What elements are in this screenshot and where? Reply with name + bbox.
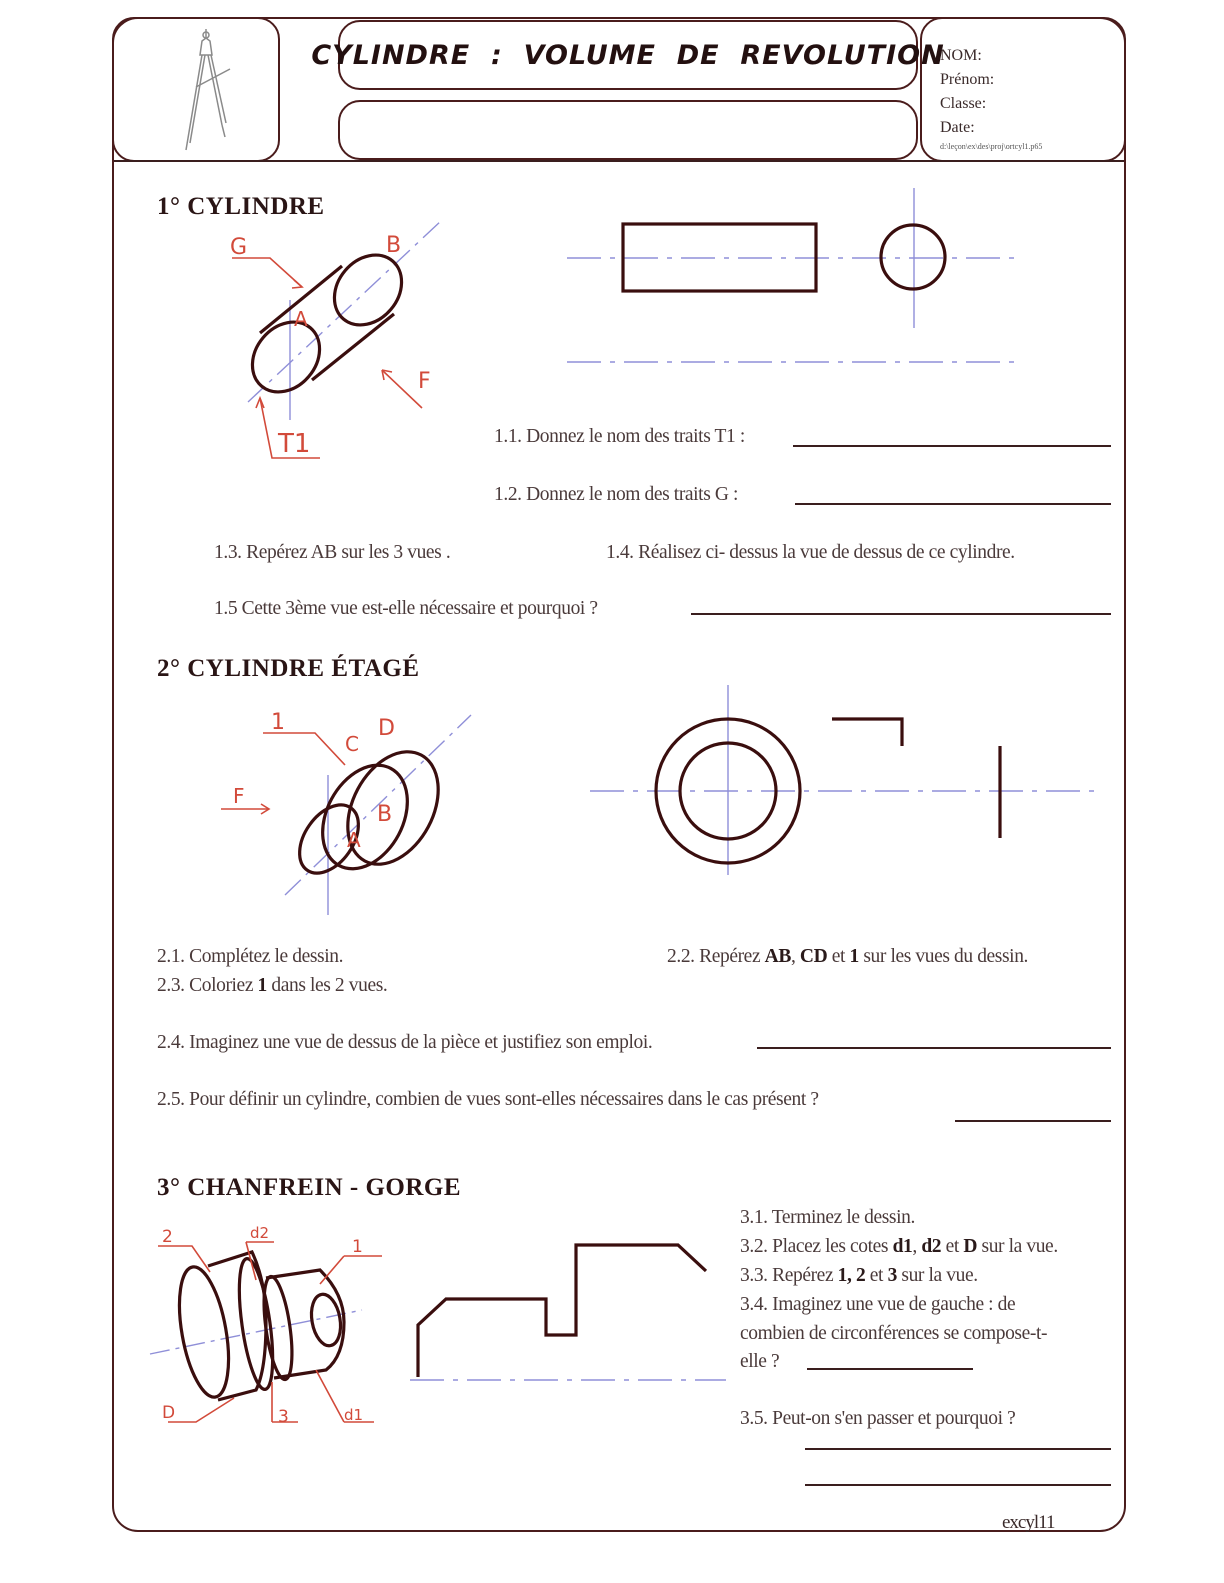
question-3-2: 3.2. Placez les cotes d1, d2 et D sur la vue. [740,1236,1058,1257]
label-g: G [230,235,248,260]
section2-heading: 2° CYLINDRE ÉTAGÉ [157,655,420,682]
section1-heading: 1° CYLINDRE [157,193,325,220]
file-path: d:\leçon\ex\des\proj\ortcyl1.p65 [940,142,1043,151]
prenom-label: Prénom: [940,71,995,88]
label-1-leader [263,733,345,765]
label-2: 2 [162,1227,173,1247]
question-1-2: 1.2. Donnez le nom des traits G : [494,484,739,505]
section3-heading: 3° CHANFREIN - GORGE [157,1174,462,1201]
question-3-4-line2: combien de circonférences se compose-t- [740,1323,1048,1344]
stepped-cylinder-views [590,680,1100,880]
question-3-4-line1: 3.4. Imaginez une vue de gauche : de [740,1294,1016,1315]
label-d2: d2 [250,1224,270,1242]
cylinder-outline [239,242,416,406]
classe-label: Classe: [940,95,987,112]
chamfer-groove-profile [410,1235,730,1385]
label-big-d: D [162,1403,176,1423]
question-1-1: 1.1. Donnez le nom des traits T1 : [494,426,745,447]
label-t1: T1 [278,429,311,459]
question-2-3: 2.3. Coloriez 1 dans les 2 vues. [157,975,388,996]
student-id-fields [940,44,1042,166]
answer-1-2[interactable] [795,503,1111,505]
question-2-1: 2.1. Complétez le dessin. [157,946,344,967]
label-3: 3 [278,1407,289,1427]
cylinder-3d-drawing [220,220,460,470]
small-step [266,1270,344,1378]
cylinder-axis [248,220,442,402]
label-a2: A [347,828,361,852]
cylinder-orthographic-views [565,188,1025,378]
label-1: 1 [271,710,285,735]
label-d1: d1 [344,1406,364,1424]
question-1-5: 1.5 Cette 3ème vue est-elle nécessaire et pourquoi ? [214,598,598,619]
stepped-cylinder-3d-drawing [215,705,485,920]
label-1-s3: 1 [352,1237,363,1257]
date-label: Date: [940,119,975,136]
question-3-1: 3.1. Terminez le dessin. [740,1207,915,1228]
question-3-5: 3.5. Peut-on s'en passer et pourquoi ? [740,1408,1016,1429]
chamfer-groove-3d-drawing [148,1222,388,1432]
side-view-circle [881,225,945,289]
arrow-f [382,370,422,408]
question-2-2: 2.2. Repérez AB, CD et 1 sur les vues du dessin. [667,946,1029,967]
compass-icon [170,25,240,155]
answer-2-5[interactable] [955,1120,1111,1122]
label-d: D [378,716,395,741]
question-2-4: 2.4. Imaginez une vue de dessus de la pièce et justifiez son emploi. [157,1032,653,1053]
question-2-5: 2.5. Pour définir un cylindre, combien de vues sont-elles nécessaires dans le cas présent ? [157,1089,819,1110]
answer-2-4[interactable] [757,1047,1111,1049]
label-b2: B [377,802,393,827]
question-3-4-line3: elle ? [740,1351,780,1372]
subtitle-box [338,100,918,160]
large-body-end [171,1263,237,1401]
partial-outline [832,719,902,746]
label-g-leader [232,258,302,287]
profile-outline [418,1245,706,1377]
nom-label: NOM: [940,47,982,64]
answer-1-5[interactable] [691,613,1111,615]
label-b: B [386,233,402,258]
question-1-4: 1.4. Réalisez ci- dessus la vue de dessus de ce cylindre. [606,542,1015,563]
question-1-3: 1.3. Repérez AB sur les 3 vues . [214,542,451,563]
question-3-3: 3.3. Repérez 1, 2 et 3 sur la vue. [740,1265,978,1286]
answer-3-4[interactable] [807,1368,973,1370]
label-f: F [418,369,431,394]
label-f2: F [233,784,245,808]
page-title: CYLINDRE : VOLUME DE REVOLUTION [311,39,945,71]
answer-1-1[interactable] [793,445,1111,447]
answer-3-5-line2[interactable] [805,1484,1111,1486]
answer-3-5-line1[interactable] [805,1448,1111,1450]
label-a: A [294,307,308,331]
label-c: C [345,732,359,756]
footer-code: excyl11 [1002,1512,1055,1533]
